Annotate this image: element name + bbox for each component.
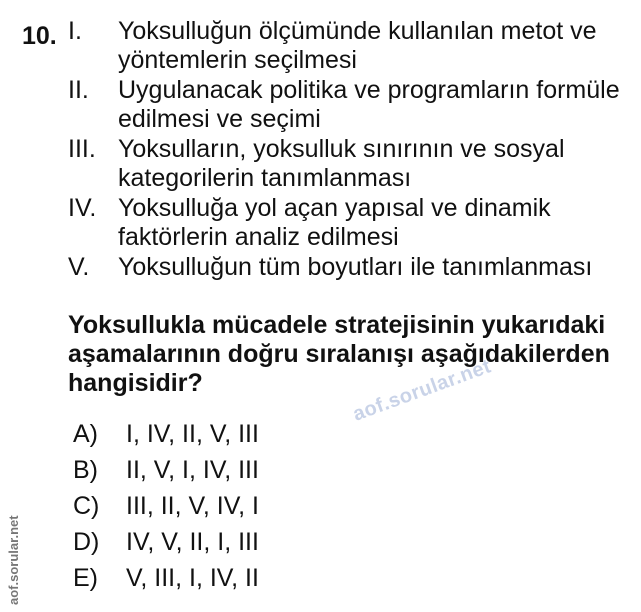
statement-roman: V. xyxy=(68,253,90,281)
option-text: V, III, I, IV, II xyxy=(126,564,259,592)
question-stem: Yoksullukla mücadele stratejisinin yukarıdaki aşamalarının doğru sıralanışı aşağıdakilerden hangisidir? xyxy=(68,311,610,397)
question-number: 10. xyxy=(22,22,57,50)
option-text: II, V, I, IV, III xyxy=(126,456,259,484)
option-letter: B) xyxy=(73,456,98,484)
option-text: IV, V, II, I, III xyxy=(126,528,259,556)
option-letter: C) xyxy=(73,492,100,520)
statement-text: Uygulanacak politika ve programların formüle edilmesi ve seçimi xyxy=(118,76,620,133)
statement-text: Yoksulluğun tüm boyutları ile tanımlanması xyxy=(118,253,593,281)
watermark-center: aof.sorular.net xyxy=(350,355,495,426)
option-text: III, II, V, IV, I xyxy=(126,492,259,520)
statement-item xyxy=(68,253,628,282)
statement-list xyxy=(68,17,628,283)
statement-text: Yoksulluğa yol açan yapısal ve dinamik faktörlerin analiz edilmesi xyxy=(118,194,551,251)
option-letter: E) xyxy=(73,564,98,592)
statement-roman: II. xyxy=(68,76,89,104)
option-letter: A) xyxy=(73,420,98,448)
statement-item xyxy=(68,76,628,134)
statement-text: Yoksulluğun ölçümünde kullanılan metot ve yöntemlerin seçilmesi xyxy=(118,17,597,74)
statement-roman: I. xyxy=(68,17,82,45)
option-text: I, IV, II, V, III xyxy=(126,420,259,448)
statement-roman: IV. xyxy=(68,194,97,222)
option-letter: D) xyxy=(73,528,100,556)
statement-item xyxy=(68,194,628,252)
statement-text: Yoksulların, yoksulluk sınırının ve sosyal kategorilerin tanımlanması xyxy=(118,135,565,192)
statement-roman: III. xyxy=(68,135,96,163)
statement-item xyxy=(68,135,628,193)
statement-item xyxy=(68,17,628,75)
watermark-side: aof.sorular.net xyxy=(6,515,21,605)
